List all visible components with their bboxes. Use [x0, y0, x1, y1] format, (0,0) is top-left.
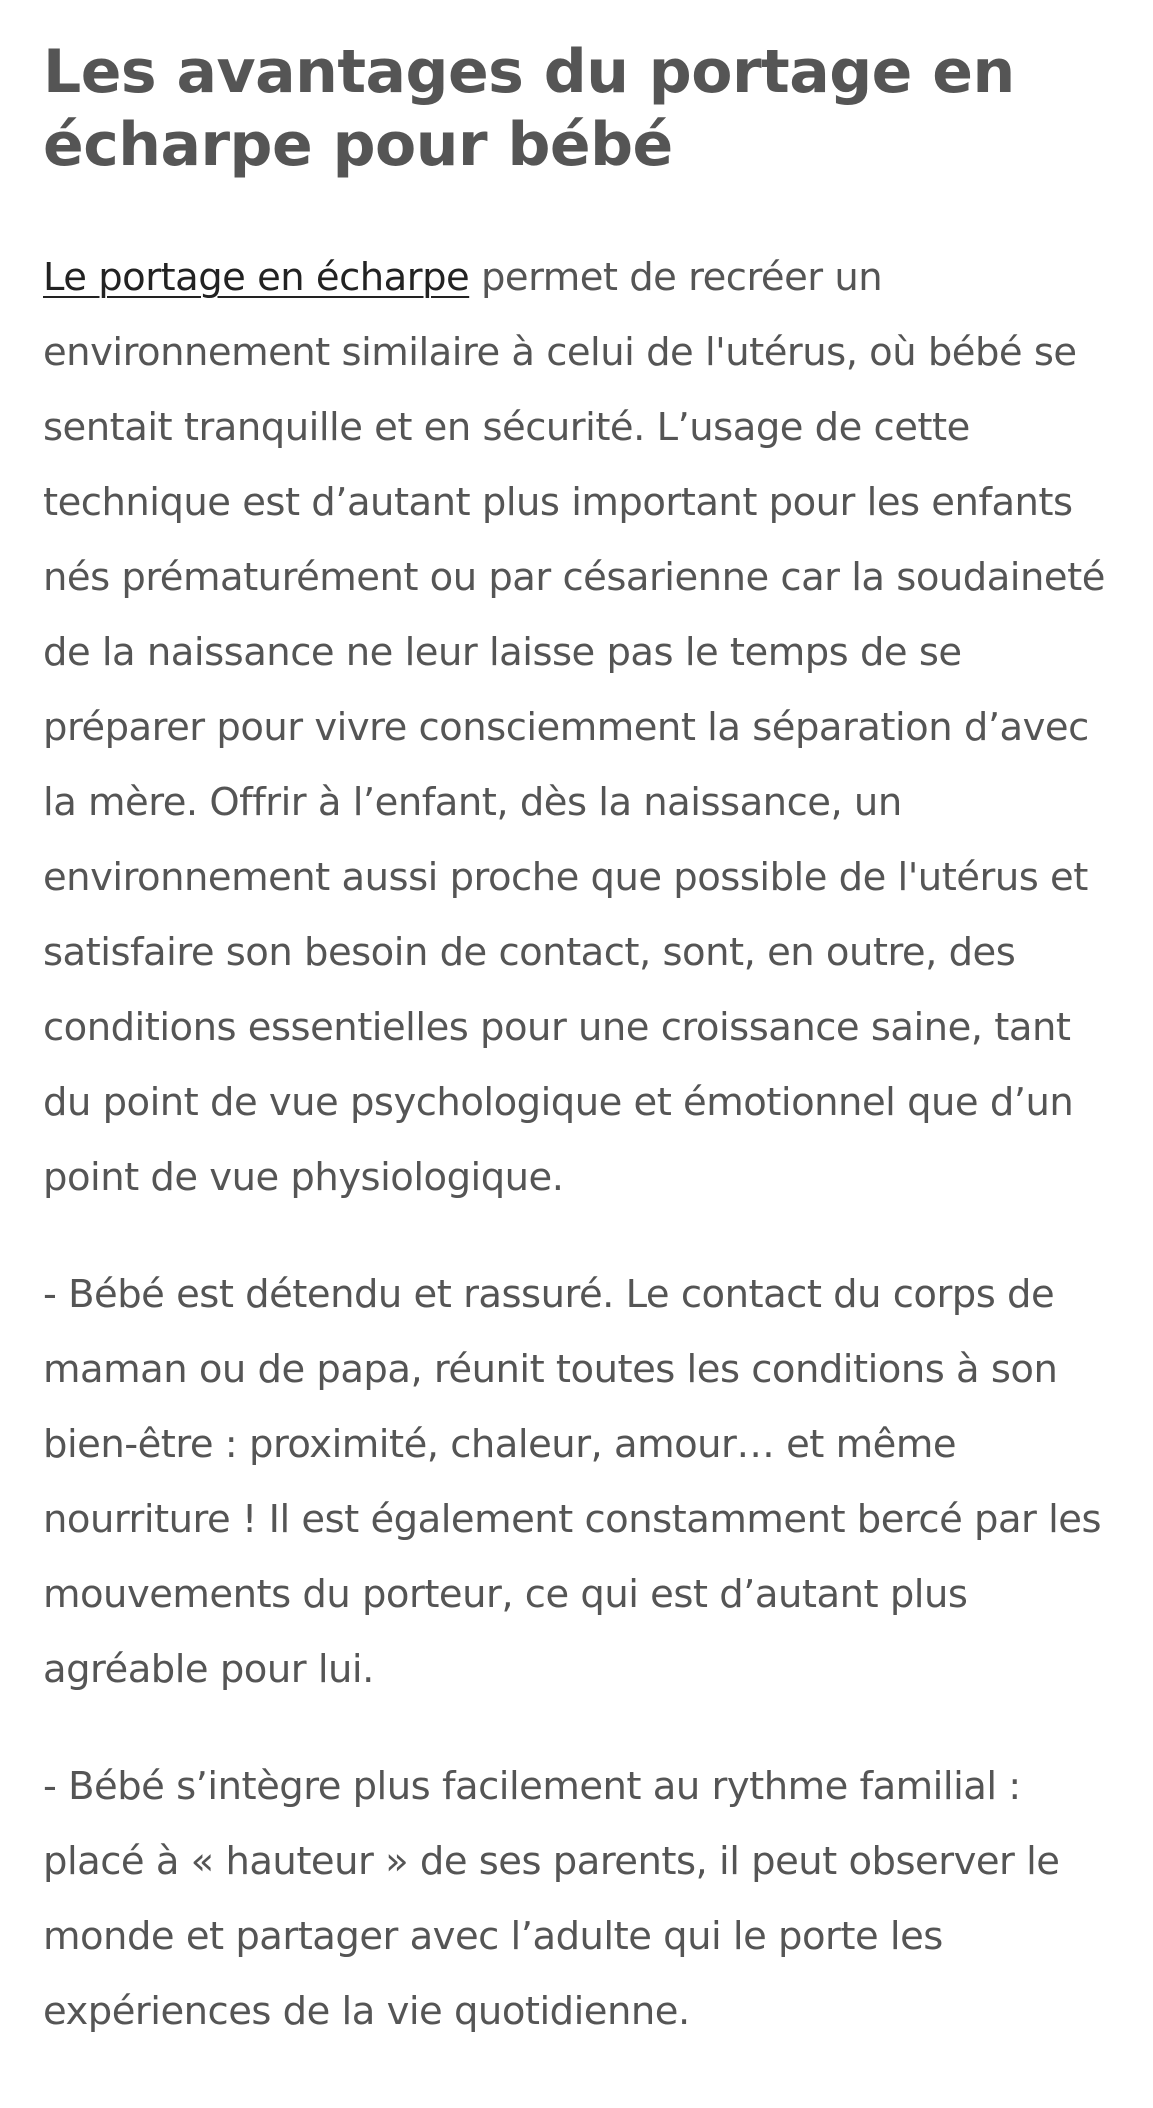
portage-echarpe-link[interactable]: Le portage en écharpe — [43, 255, 470, 300]
intro-paragraph — [43, 240, 1110, 1215]
paragraph-bebe-detendu: - Bébé est détendu et rassuré. Le contact du corps de maman ou de papa, réunit toutes les conditions à son bien-être : proximité, chaleur, amour… et même nourriture ! Il est également constamment bercé par les mouvements du porteur, ce qui est d’autant plus agréable pour lui. — [43, 1272, 1102, 1692]
intro-paragraph-text: permet de recréer un environnement similaire à celui de l'utérus, où bébé se sentait tranquille et en sécurité. L’usage de cette technique est d’autant plus important pour les enfants nés prématurément ou par césarienne car la soudaineté de la naissance ne leur laisse pas le temps de se préparer pour vivre consciemment la séparation d’avec la mère. Offrir à l’enfant, dès la naissance, un environnement aussi proche que possible de l'utérus et satisfaire son besoin de contact, sont, en outre, des conditions essentielles pour une croissance saine, tant du point de vue psychologique et émotionnel que d’un point de vue physiologique. — [43, 255, 1105, 1200]
page-title: Les avantages du portage en écharpe pour bébé — [43, 37, 1015, 180]
paragraph-rythme-familial: - Bébé s’intègre plus facilement au rythme familial : placé à « hauteur » de ses parents, il peut observer le monde et partager avec l’adulte qui le porte les expériences de la vie quotidienne. — [43, 1764, 1060, 2034]
